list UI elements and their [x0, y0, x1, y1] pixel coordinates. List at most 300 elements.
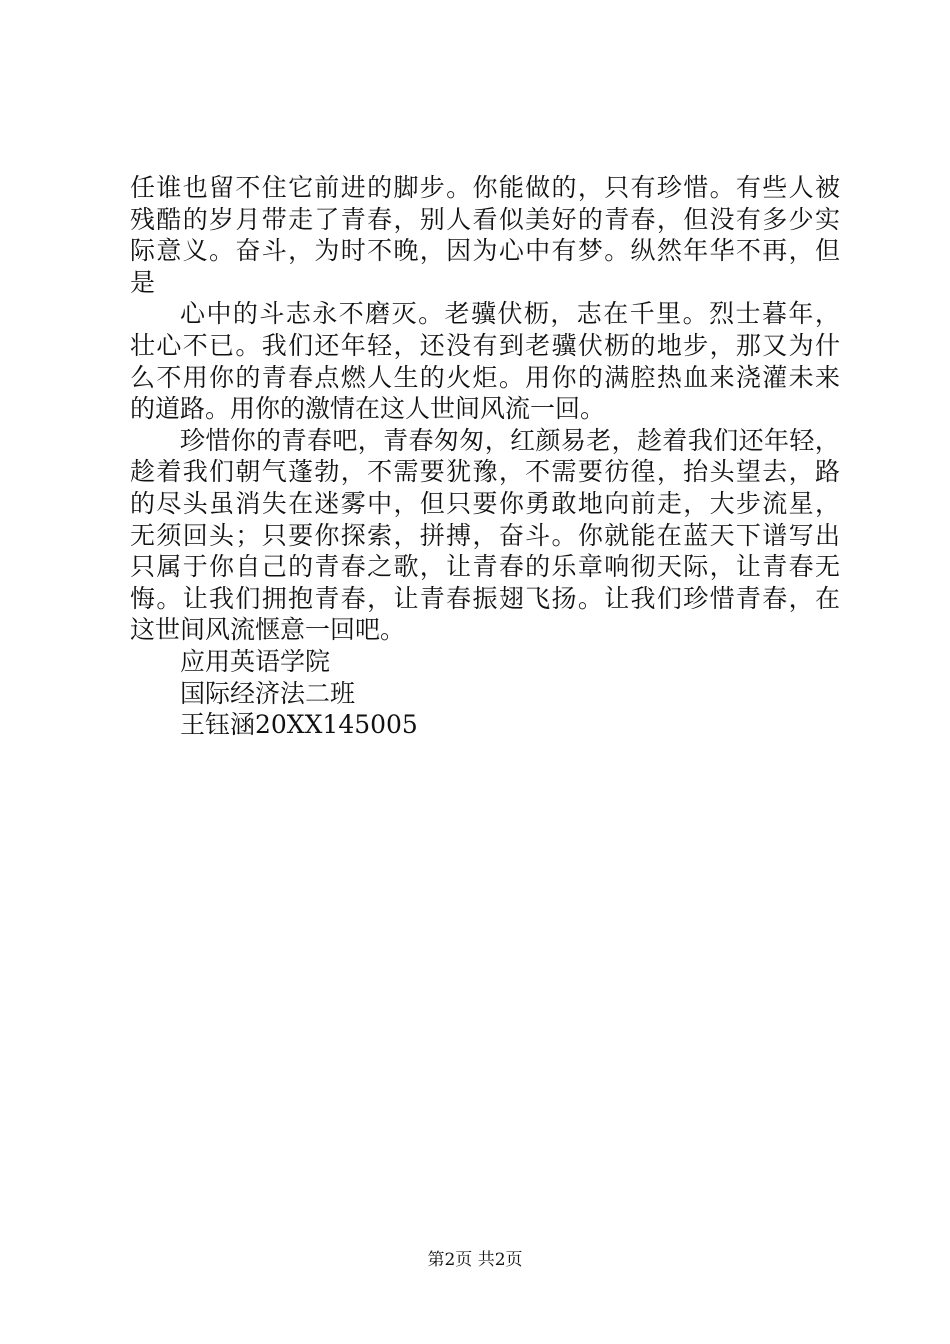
text-char: ， — [419, 236, 445, 266]
text-char: 徨 — [630, 457, 656, 487]
text-char: 消 — [235, 488, 261, 518]
signature-class: 国际经济法二班 — [180, 678, 356, 708]
text-line — [130, 235, 840, 267]
text-char: 年 — [788, 299, 814, 329]
text-char: 斗 — [525, 520, 551, 550]
text-char: 们 — [713, 425, 739, 455]
text-char: 还 — [314, 330, 340, 360]
text-char: 的 — [551, 173, 577, 202]
text-line: 是 — [130, 267, 156, 297]
text-char: 写 — [788, 520, 814, 550]
text-char: 望 — [735, 457, 761, 487]
paragraph-1 — [130, 172, 840, 298]
text-char: 搏 — [446, 520, 472, 550]
text-char: 步 — [419, 173, 445, 202]
text-char: 青 — [472, 552, 498, 582]
text-char: 然 — [656, 236, 682, 266]
text-line — [130, 204, 840, 236]
text-char: 岁 — [209, 204, 235, 234]
text-char: 走 — [288, 204, 314, 234]
text-char: 天 — [656, 552, 682, 582]
text-char: 出 — [814, 520, 840, 550]
text-char: 再 — [762, 236, 788, 266]
text-line — [130, 425, 840, 457]
signature-name-id: 王钰涵20XX145005 — [180, 710, 418, 740]
text-char: 青 — [762, 552, 788, 582]
text-char: 没 — [709, 204, 735, 234]
text-char: 残 — [130, 204, 156, 234]
text-char: 老 — [586, 425, 612, 455]
text-char: 点 — [314, 362, 340, 392]
text-char: 路 — [814, 457, 840, 487]
text-char: 地 — [577, 488, 603, 518]
text-line — [130, 456, 840, 488]
text-char: 为 — [472, 236, 498, 266]
text-char: 们 — [288, 330, 314, 360]
text-char: 拥 — [261, 583, 287, 613]
text-char: ， — [683, 488, 709, 518]
text-char: 也 — [182, 173, 208, 202]
text-char: 实 — [814, 204, 840, 234]
document-body — [130, 172, 840, 741]
text-char: 回 — [182, 520, 208, 550]
text-char: 你 — [498, 488, 524, 518]
text-char: ， — [788, 236, 814, 266]
text-char: ， — [393, 204, 419, 234]
text-char: 有 — [630, 173, 656, 202]
text-char: 能 — [498, 173, 524, 202]
text-char: 要 — [288, 520, 314, 550]
text-char: 吧 — [332, 425, 358, 455]
text-char: 里 — [656, 299, 682, 329]
text-char: 。 — [709, 173, 735, 202]
text-char: 。 — [682, 299, 708, 329]
text-char: 于 — [182, 552, 208, 582]
text-char: 义 — [182, 236, 208, 266]
text-char: ， — [656, 204, 682, 234]
text-char: 有 — [551, 236, 577, 266]
text-char: 它 — [288, 173, 314, 202]
text-char: 只 — [261, 520, 287, 550]
text-char: 春 — [762, 583, 788, 613]
text-char: 珍 — [683, 583, 709, 613]
text-char: 被 — [814, 173, 840, 202]
text-char: 为 — [788, 330, 814, 360]
text-char: 青 — [314, 583, 340, 613]
text-char: 尽 — [156, 488, 182, 518]
text-char: 让 — [446, 552, 472, 582]
text-char: 青 — [604, 204, 630, 234]
text-char: 春 — [630, 204, 656, 234]
text-char: 还 — [738, 425, 764, 455]
text-char: 着 — [662, 425, 688, 455]
text-char: 的 — [288, 552, 314, 582]
text-char: 让 — [182, 583, 208, 613]
text-char: 在 — [814, 583, 840, 613]
text-char: ， — [814, 299, 840, 329]
text-char: 惜 — [709, 583, 735, 613]
text-char: 没 — [446, 330, 472, 360]
text-char: 春 — [446, 583, 472, 613]
text-char: 未 — [788, 362, 814, 392]
text-char: 下 — [735, 520, 761, 550]
text-char: 伏 — [577, 330, 603, 360]
text-char: 我 — [182, 457, 208, 487]
text-char: 心 — [498, 236, 524, 266]
text-char: ， — [393, 488, 419, 518]
text-line — [130, 551, 840, 583]
text-char: 的 — [256, 425, 282, 455]
text-char: 美 — [525, 204, 551, 234]
text-line — [130, 362, 840, 394]
text-char: 看 — [472, 204, 498, 234]
text-char: 飞 — [525, 583, 551, 613]
text-char: 振 — [472, 583, 498, 613]
text-char: 在 — [656, 520, 682, 550]
text-char: 谱 — [762, 520, 788, 550]
text-char: 酷 — [156, 204, 182, 234]
text-char: 用 — [182, 362, 208, 392]
text-char: 你 — [577, 520, 603, 550]
text-char: ， — [340, 457, 366, 487]
text-char: 星 — [788, 488, 814, 518]
text-char: 趁 — [637, 425, 663, 455]
text-char: 无 — [130, 520, 156, 550]
text-char: 的 — [525, 552, 551, 582]
text-char: 。 — [446, 173, 472, 202]
text-char: 不 — [338, 299, 364, 329]
text-char: 我 — [261, 330, 287, 360]
text-char: 别 — [419, 204, 445, 234]
text-char: 时 — [340, 236, 366, 266]
text-char: 际 — [683, 552, 709, 582]
text-char: 青 — [419, 583, 445, 613]
text-char: 步 — [735, 488, 761, 518]
text-char: 灭 — [391, 299, 417, 329]
text-char: 惜 — [683, 173, 709, 202]
text-char: 在 — [603, 299, 629, 329]
text-char: 气 — [261, 457, 287, 487]
text-char: ， — [288, 236, 314, 266]
text-char: 进 — [340, 173, 366, 202]
text-char: 歌 — [393, 552, 419, 582]
text-char: 梦 — [577, 236, 603, 266]
text-char: 流 — [762, 488, 788, 518]
page-footer — [0, 1245, 950, 1270]
text-char: 老 — [444, 299, 470, 329]
text-char: 的 — [577, 204, 603, 234]
text-char: 不 — [367, 236, 393, 266]
text-char: 。 — [209, 236, 235, 266]
signature-college: 应用英语学院 — [180, 646, 331, 676]
text-char: 不 — [182, 330, 208, 360]
text-char: 轻 — [367, 330, 393, 360]
text-char: 燃 — [340, 362, 366, 392]
text-char: 青 — [735, 583, 761, 613]
text-char: 无 — [814, 552, 840, 582]
text-char: 悔 — [130, 583, 156, 613]
text-char: 留 — [209, 173, 235, 202]
text-char: 你 — [209, 552, 235, 582]
text-char: 抬 — [683, 457, 709, 487]
text-char: 春 — [367, 204, 393, 234]
text-char: 地 — [656, 330, 682, 360]
text-char: 雾 — [340, 488, 366, 518]
text-char: 的 — [577, 362, 603, 392]
text-char: 中 — [206, 299, 232, 329]
text-char: 不 — [367, 457, 393, 487]
text-char: 但 — [683, 204, 709, 234]
text-char: 颜 — [535, 425, 561, 455]
text-char: 们 — [656, 583, 682, 613]
text-char: ， — [709, 330, 735, 360]
text-char: 那 — [735, 330, 761, 360]
text-char: ， — [498, 457, 524, 487]
text-char: 不 — [525, 457, 551, 487]
text-char: 抱 — [288, 583, 314, 613]
text-char: 红 — [510, 425, 536, 455]
text-char: 了 — [314, 204, 340, 234]
paragraph-3 — [130, 425, 840, 646]
text-char: 青 — [314, 552, 340, 582]
text-char: 我 — [687, 425, 713, 455]
text-char: 在 — [288, 488, 314, 518]
text-char: 前 — [314, 173, 340, 202]
text-char: 生 — [393, 362, 419, 392]
text-char: 响 — [604, 552, 630, 582]
text-char: 轻 — [789, 425, 815, 455]
text-char: 么 — [130, 362, 156, 392]
text-char: 向 — [604, 488, 630, 518]
text-char: 为 — [314, 236, 340, 266]
text-char: 壮 — [130, 330, 156, 360]
text-char: 年 — [763, 425, 789, 455]
text-char: 走 — [656, 488, 682, 518]
text-char: 珍 — [656, 173, 682, 202]
text-char: 满 — [604, 362, 630, 392]
text-char: ， — [550, 299, 576, 329]
signature-block — [130, 646, 840, 741]
text-char: 。 — [235, 330, 261, 360]
text-char: 天 — [709, 520, 735, 550]
text-char: 晚 — [393, 236, 419, 266]
text-char: 。 — [551, 520, 577, 550]
text-char: 让 — [735, 552, 761, 582]
text-char: 春 — [306, 425, 332, 455]
text-char: ， — [814, 425, 840, 455]
text-char: 的 — [235, 362, 261, 392]
text-char: 千 — [629, 299, 655, 329]
text-char: 志 — [576, 299, 602, 329]
text-char: 浇 — [735, 362, 761, 392]
text-char: 春 — [788, 552, 814, 582]
text-char: 华 — [709, 236, 735, 266]
text-char: 只 — [604, 173, 630, 202]
text-char: 迷 — [314, 488, 340, 518]
text-char: 你 — [209, 362, 235, 392]
text-char: 失 — [261, 488, 287, 518]
text-char: 枥 — [523, 299, 549, 329]
text-char: 勇 — [525, 488, 551, 518]
text-char: 要 — [419, 457, 445, 487]
text-char: 扬 — [551, 583, 577, 613]
text-char: ， — [656, 457, 682, 487]
text-char: 步 — [683, 330, 709, 360]
text-char: 士 — [735, 299, 761, 329]
text-char: 骥 — [470, 299, 496, 329]
text-char: 血 — [683, 362, 709, 392]
text-char: 翅 — [498, 583, 524, 613]
text-char: 你 — [472, 173, 498, 202]
text-char: 们 — [235, 583, 261, 613]
text-char: ， — [709, 552, 735, 582]
text-char: 彻 — [630, 552, 656, 582]
text-char: 珍 — [180, 425, 206, 455]
text-char: ， — [393, 520, 419, 550]
page-number-label: 第2页 共2页 — [427, 1250, 523, 1270]
text-char: 。 — [604, 236, 630, 266]
text-char: 脚 — [393, 173, 419, 202]
text-char: 就 — [604, 520, 630, 550]
text-char: 枥 — [604, 330, 630, 360]
text-char: 炬 — [472, 362, 498, 392]
text-char: 来 — [814, 362, 840, 392]
text-char: 骥 — [551, 330, 577, 360]
text-char: 意 — [156, 236, 182, 266]
text-char: 志 — [285, 299, 311, 329]
text-char: 们 — [209, 457, 235, 487]
text-char: 少 — [788, 204, 814, 234]
text-char: 带 — [261, 204, 287, 234]
text-char: 灌 — [762, 362, 788, 392]
text-char: 还 — [419, 330, 445, 360]
text-char: 属 — [156, 552, 182, 582]
text-line: 的道路。用你的激情在这人世间风流一回。 — [130, 394, 606, 424]
text-char: 些 — [762, 173, 788, 202]
text-char: 头 — [209, 520, 235, 550]
text-char: 青 — [340, 204, 366, 234]
text-char: 春 — [340, 583, 366, 613]
text-char: 腔 — [630, 362, 656, 392]
text-char: 有 — [735, 173, 761, 202]
text-line — [130, 172, 840, 204]
text-char: 需 — [393, 457, 419, 487]
text-char: 我 — [630, 583, 656, 613]
text-char: 中 — [367, 488, 393, 518]
text-char: 任 — [130, 173, 156, 202]
text-char: ， — [393, 330, 419, 360]
text-char: 犹 — [446, 457, 472, 487]
text-char: 需 — [551, 457, 577, 487]
text-char: 伏 — [497, 299, 523, 329]
text-char: 你 — [551, 362, 577, 392]
text-char: 月 — [235, 204, 261, 234]
text-char: 青 — [281, 425, 307, 455]
text-char: 朝 — [235, 457, 261, 487]
text-char: 只 — [446, 488, 472, 518]
text-char: 暮 — [761, 299, 787, 329]
text-char: 索 — [367, 520, 393, 550]
text-char: 多 — [762, 204, 788, 234]
text-char: 因 — [446, 236, 472, 266]
text-char: 人 — [367, 362, 393, 392]
text-char: 到 — [498, 330, 524, 360]
text-char: 蓬 — [288, 457, 314, 487]
text-char: 的 — [182, 204, 208, 234]
text-char: 着 — [156, 457, 182, 487]
text-char: 奋 — [235, 236, 261, 266]
text-char: ， — [367, 583, 393, 613]
text-char: 心 — [180, 299, 206, 329]
text-char: 头 — [182, 488, 208, 518]
text-char: ； — [235, 520, 261, 550]
text-char: 。 — [418, 299, 444, 329]
text-char: 能 — [630, 520, 656, 550]
text-char: ， — [788, 583, 814, 613]
text-char: ， — [577, 173, 603, 202]
text-line: 这世间风流惬意一回吧。 — [130, 615, 406, 645]
text-line — [130, 520, 840, 552]
text-char: 谁 — [156, 173, 182, 202]
text-char: 年 — [340, 330, 366, 360]
text-char: 易 — [560, 425, 586, 455]
text-char: 烈 — [709, 299, 735, 329]
text-char: 老 — [525, 330, 551, 360]
text-char: 不 — [156, 362, 182, 392]
text-char: 不 — [235, 173, 261, 202]
text-char: 年 — [683, 236, 709, 266]
text-char: 但 — [419, 488, 445, 518]
text-char: ， — [814, 488, 840, 518]
text-line — [130, 583, 840, 615]
text-char: 斗 — [259, 299, 285, 329]
text-char: 己 — [261, 552, 287, 582]
text-char: 已 — [209, 330, 235, 360]
text-char: ， — [484, 425, 510, 455]
text-char: 中 — [525, 236, 551, 266]
text-char: 匆 — [433, 425, 459, 455]
text-char: 磨 — [365, 299, 391, 329]
text-char: 头 — [709, 457, 735, 487]
text-char: 人 — [446, 204, 472, 234]
text-char: 不 — [735, 236, 761, 266]
text-char: 匆 — [459, 425, 485, 455]
text-char: 青 — [383, 425, 409, 455]
text-char: 只 — [130, 552, 156, 582]
text-char: 的 — [367, 173, 393, 202]
text-char: 自 — [235, 552, 261, 582]
text-char: 的 — [130, 488, 156, 518]
text-char: 做 — [525, 173, 551, 202]
text-char: 让 — [393, 583, 419, 613]
text-char: 住 — [261, 173, 287, 202]
text-char: 纵 — [630, 236, 656, 266]
text-char: 青 — [261, 362, 287, 392]
text-char: 心 — [156, 330, 182, 360]
text-line — [130, 330, 840, 362]
text-char: 你 — [230, 425, 256, 455]
text-char: 乐 — [551, 552, 577, 582]
text-char: 。 — [577, 583, 603, 613]
text-char: 但 — [814, 236, 840, 266]
text-char: 春 — [408, 425, 434, 455]
text-char: 际 — [130, 236, 156, 266]
text-char: ， — [419, 552, 445, 582]
text-char: 虽 — [209, 488, 235, 518]
text-char: 。 — [156, 583, 182, 613]
text-char: 要 — [577, 457, 603, 487]
text-char: 你 — [314, 520, 340, 550]
